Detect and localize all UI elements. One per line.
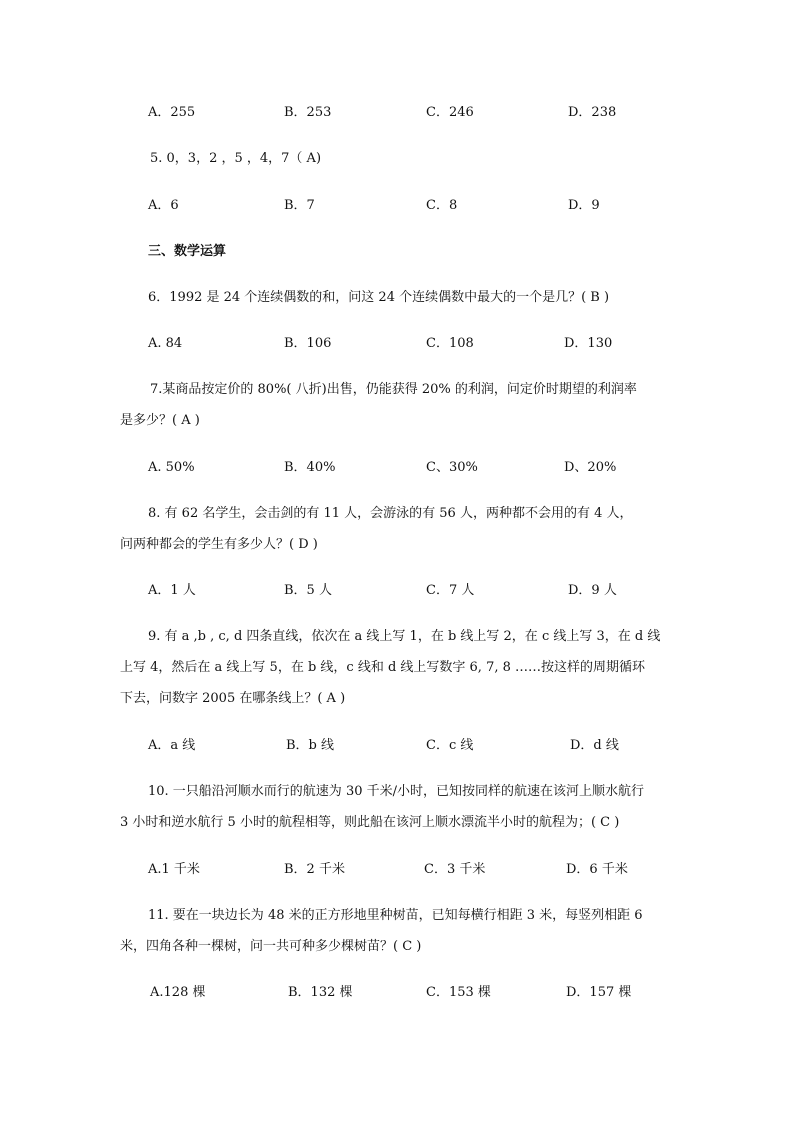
q7-option-b: B．40% (284, 460, 336, 475)
q6-option-c: C．108 (426, 336, 474, 351)
q11-option-a: A.128 棵 (150, 985, 206, 1000)
q10-stem-line-2: 3 小时和逆水航行 5 小时的航程相等，则此船在该河上顺水漂流半小时的航程为；( C ) (120, 815, 620, 830)
q5-option-a: A．6 (148, 198, 179, 213)
q10-option-c: C．3 千米 (424, 862, 486, 877)
q7-stem-line-2: 是多少？( A ) (120, 413, 200, 428)
q7-stem-line-1: 7.某商品按定价的 80%( 八折)出售，仍能获得 20% 的利润，问定价时期望的利润率 (150, 382, 637, 397)
q5-option-b: B．7 (284, 198, 315, 213)
q9-option-c: C．c 线 (426, 738, 474, 753)
q11-option-c: C．153 棵 (426, 985, 491, 1000)
q8-stem-line-1: 8. 有 62 名学生，会击剑的有 11 人，会游泳的有 56 人，两种都不会用的有 4 人， (148, 506, 633, 521)
q11-stem-line-1: 11. 要在一块边长为 48 米的正方形地里种树苗，已知每横行相距 3 米，每竖列相距 6 (148, 908, 643, 923)
q4-option-b: B．253 (284, 105, 332, 120)
q10-stem-line-1: 10. 一只船沿河顺水而行的航速为 30 千米/小时，已知按同样的航速在该河上顺水航行 (148, 784, 644, 799)
q11-option-b: B．132 棵 (288, 985, 353, 1000)
q4-option-a: A．255 (148, 105, 196, 120)
q6-option-b: B．106 (284, 336, 332, 351)
q9-option-b: B．b 线 (286, 738, 335, 753)
q6-option-a: A. 84 (148, 336, 183, 351)
q5-option-d: D．9 (568, 198, 600, 213)
q10-option-b: B．2 千米 (284, 862, 345, 877)
q9-option-a: A．a 线 (148, 738, 196, 753)
q8-option-a: A．1 人 (148, 583, 196, 598)
q4-option-d: D．238 (568, 105, 617, 120)
q9-stem-line-2: 上写 4，然后在 a 线上写 5，在 b 线，c 线和 d 线上写数字 6, 7, 8 ……按这样的周期循环 (120, 660, 646, 675)
q4-option-c: C．246 (426, 105, 474, 120)
q5-stem: 5. 0，3，2 ，5 ，4，7（ A) (150, 151, 322, 166)
q5-option-c: C．8 (426, 198, 458, 213)
q9-option-d: D．d 线 (570, 738, 619, 753)
q7-option-d: D、20% (564, 460, 617, 475)
q8-option-d: D．9 人 (568, 583, 617, 598)
q9-stem-line-1: 9. 有 a ,b , c, d 四条直线，依次在 a 线上写 1，在 b 线上写 2，在 c 线上写 3，在 d 线 (148, 629, 661, 644)
q9-stem-line-3: 下去，问数字 2005 在哪条线上？( A ) (120, 691, 346, 706)
q8-stem-line-2: 问两种都会的学生有多少人？( D ) (120, 537, 318, 552)
q6-stem: 6．1992 是 24 个连续偶数的和，问这 24 个连续偶数中最大的一个是几？( B ) (148, 290, 610, 305)
q11-stem-line-2: 米，四角各种一棵树，问一共可种多少棵树苗？( C ) (120, 939, 422, 954)
q10-option-d: D．6 千米 (566, 862, 628, 877)
q7-option-a: A. 50% (148, 460, 195, 475)
q6-option-d: D．130 (564, 336, 613, 351)
q10-option-a: A.1 千米 (148, 862, 200, 877)
section-title: 三、数学运算 (148, 244, 227, 259)
q8-option-b: B．5 人 (284, 583, 332, 598)
q7-option-c: C、30% (426, 460, 478, 475)
q11-option-d: D．157 棵 (566, 985, 632, 1000)
q8-option-c: C．7 人 (426, 583, 475, 598)
